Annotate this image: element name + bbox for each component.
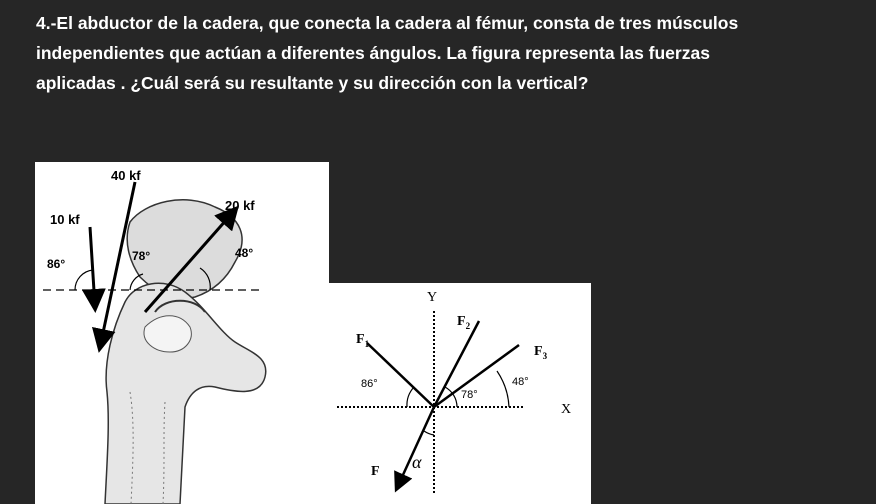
- f3-label: $F_3$: [534, 344, 548, 361]
- problem-line-3: aplicadas . ¿Cuál será su resultante y su dirección con la vertical?: [36, 73, 589, 93]
- angle-left-label: 86°: [47, 257, 66, 271]
- angle-arc-f1: [407, 387, 414, 407]
- force-right-label: 20 kf: [225, 198, 255, 213]
- x-axis-label: X: [561, 402, 572, 417]
- f-label: F: [371, 464, 380, 479]
- angle-arc-f3: [497, 371, 509, 407]
- angle-middle-label: 78°: [132, 249, 151, 263]
- angle-arc-86: [75, 270, 93, 290]
- vector-f1: [367, 343, 434, 407]
- problem-statement: [36, 8, 836, 98]
- vector-f-resultant: [397, 407, 434, 488]
- force-left-label: 10 kf: [50, 212, 80, 227]
- f2-label: $F_2$: [457, 314, 471, 331]
- hip-bone-figure: [35, 162, 329, 504]
- force-top-label: 40 kf: [111, 168, 141, 183]
- problem-line-2: independientes que actúan a diferentes ángulos. La figura representa las fuerzas: [36, 43, 710, 63]
- force-10kf-arrow: [90, 227, 95, 307]
- vector-diagram: [329, 283, 591, 504]
- angle-f2-label: 78°: [461, 389, 478, 401]
- y-axis-label: Y: [427, 290, 438, 305]
- angle-f3-label: 48°: [512, 376, 529, 388]
- problem-line-1: 4.-El abductor de la cadera, que conecta la cadera al fémur, consta de tres músculos: [36, 13, 739, 33]
- f1-label: $F_1$: [356, 332, 370, 349]
- angle-right-label: 48°: [235, 246, 254, 260]
- angle-arc-alpha: [424, 431, 434, 435]
- alpha-label: α: [412, 452, 422, 472]
- angle-f1-label: 86°: [361, 378, 378, 390]
